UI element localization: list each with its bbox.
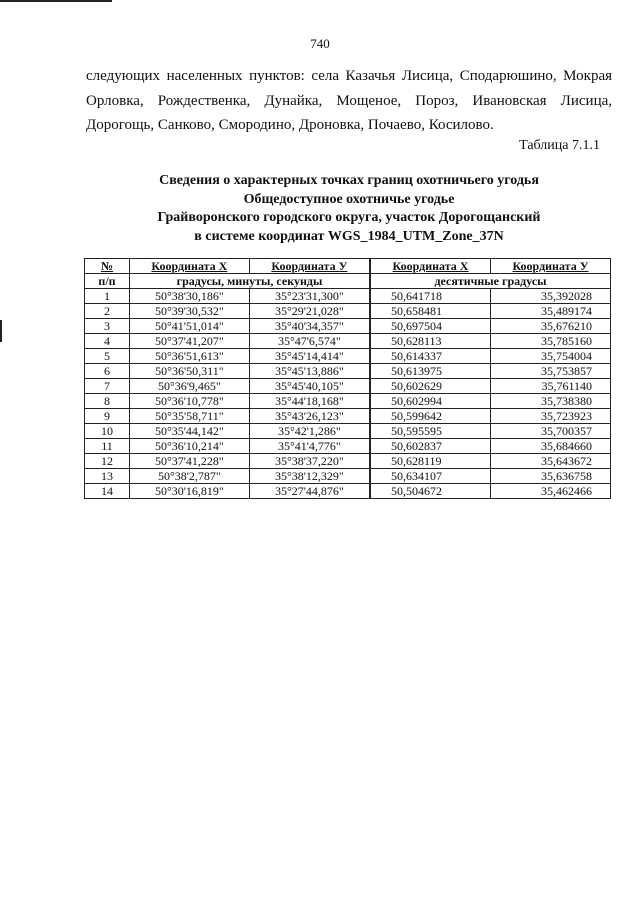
table-label: Таблица 7.1.1 xyxy=(519,138,600,153)
cell-number: 14 xyxy=(85,484,130,499)
cell-coord-y-dms: 35°38'37,220" xyxy=(249,454,370,469)
cell-coord-y-dms: 35°43'26,123" xyxy=(249,409,370,424)
cell-coord-x-dms: 50°36'51,613" xyxy=(130,349,250,364)
header-dms-units: градусы, минуты, секунды xyxy=(130,274,370,289)
caption-line-4: в системе координат WGS_1984_UTM_Zone_37N xyxy=(194,228,504,244)
cell-coord-x-dms: 50°36'10,778" xyxy=(130,394,250,409)
cell-coord-x-dms: 50°37'41,207" xyxy=(130,334,250,349)
table-row xyxy=(85,409,611,424)
cell-coord-y-dms: 35°29'21,028" xyxy=(249,304,370,319)
cell-coord-y-dms: 35°47'6,574" xyxy=(249,334,370,349)
cell-number: 12 xyxy=(85,454,130,469)
header-coord-y-dms: Координата У xyxy=(249,259,370,274)
cell-coord-y-dec: 35,489174 xyxy=(490,304,610,319)
cell-number: 10 xyxy=(85,424,130,439)
cell-number: 4 xyxy=(85,334,130,349)
table-row xyxy=(85,469,611,484)
cell-coord-y-dec: 35,761140 xyxy=(490,379,610,394)
cell-coord-y-dec: 35,392028 xyxy=(490,289,610,304)
cell-number: 11 xyxy=(85,439,130,454)
cell-coord-y-dec: 35,684660 xyxy=(490,439,610,454)
cell-number: 13 xyxy=(85,469,130,484)
cell-coord-x-dec: 50,641718 xyxy=(370,289,491,304)
cell-coord-y-dec: 35,462466 xyxy=(490,484,610,499)
cell-coord-y-dec: 35,676210 xyxy=(490,319,610,334)
cell-coord-x-dms: 50°38'2,787" xyxy=(130,469,250,484)
cell-coord-y-dms: 35°41'4,776" xyxy=(249,439,370,454)
cell-coord-y-dms: 35°45'14,414" xyxy=(249,349,370,364)
header-number: № xyxy=(85,259,130,274)
cell-coord-x-dec: 50,628113 xyxy=(370,334,491,349)
header-row-units xyxy=(85,274,611,289)
cell-coord-y-dec: 35,636758 xyxy=(490,469,610,484)
margin-mark xyxy=(0,320,2,342)
cell-number: 1 xyxy=(85,289,130,304)
cell-coord-x-dec: 50,595595 xyxy=(370,424,491,439)
table-row xyxy=(85,304,611,319)
cell-coord-x-dms: 50°39'30,532" xyxy=(130,304,250,319)
cell-coord-x-dms: 50°36'10,214" xyxy=(130,439,250,454)
header-coord-y-dec: Координата У xyxy=(490,259,610,274)
coordinates-table-body xyxy=(85,289,611,499)
table-row xyxy=(85,379,611,394)
cell-coord-y-dms: 35°45'13,886" xyxy=(249,364,370,379)
table-row xyxy=(85,349,611,364)
table-row xyxy=(85,424,611,439)
cell-coord-x-dms: 50°41'51,014" xyxy=(130,319,250,334)
cell-number: 7 xyxy=(85,379,130,394)
cell-coord-x-dms: 50°30'16,819" xyxy=(130,484,250,499)
caption-line-1: Сведения о характерных точках границ охотничьего угодья xyxy=(159,173,539,188)
table-row xyxy=(85,319,611,334)
table-row xyxy=(85,439,611,454)
intro-paragraph: следующих населенных пунктов: села Казачья Лисица, Сподарюшино, Мокрая Орловка, Рождественка, Дунайка, Мощеное, Пороз, Ивановская Лисица, Дорогощь, Санково, Смородино, Дроновка, Почаево, Косилово. xyxy=(86,68,612,133)
page-number: 740 xyxy=(310,36,330,51)
cell-number: 8 xyxy=(85,394,130,409)
header-row-titles xyxy=(85,259,611,274)
cell-number: 6 xyxy=(85,364,130,379)
cell-coord-y-dec: 35,723923 xyxy=(490,409,610,424)
table-row xyxy=(85,394,611,409)
cell-coord-y-dec: 35,700357 xyxy=(490,424,610,439)
cell-number: 5 xyxy=(85,349,130,364)
cell-coord-x-dec: 50,613975 xyxy=(370,364,491,379)
cell-coord-x-dec: 50,602629 xyxy=(370,379,491,394)
cell-coord-y-dms: 35°42'1,286" xyxy=(249,424,370,439)
table-row xyxy=(85,289,611,304)
cell-coord-y-dec: 35,738380 xyxy=(490,394,610,409)
cell-coord-y-dec: 35,643672 xyxy=(490,454,610,469)
table-row xyxy=(85,484,611,499)
top-rule xyxy=(0,0,112,2)
cell-coord-y-dms: 35°44'18,168" xyxy=(249,394,370,409)
cell-coord-y-dms: 35°27'44,876" xyxy=(249,484,370,499)
cell-number: 2 xyxy=(85,304,130,319)
caption-line-2: Общедоступное охотничье угодье xyxy=(243,191,455,207)
cell-coord-y-dms: 35°23'31,300" xyxy=(249,289,370,304)
header-coord-x-dec: Координата X xyxy=(370,259,491,274)
caption-line-3: Грайворонского городского округа, участок Дорогощанский xyxy=(157,210,541,226)
cell-coord-y-dms: 35°40'34,357" xyxy=(249,319,370,334)
cell-coord-x-dms: 50°38'30,186" xyxy=(130,289,250,304)
cell-coord-x-dms: 50°37'41,228" xyxy=(130,454,250,469)
cell-coord-x-dec: 50,504672 xyxy=(370,484,491,499)
cell-coord-x-dec: 50,602994 xyxy=(370,394,491,409)
cell-coord-x-dec: 50,602837 xyxy=(370,439,491,454)
cell-coord-y-dms: 35°38'12,329" xyxy=(249,469,370,484)
cell-coord-y-dec: 35,754004 xyxy=(490,349,610,364)
cell-number: 9 xyxy=(85,409,130,424)
cell-coord-x-dec: 50,697504 xyxy=(370,319,491,334)
cell-coord-x-dms: 50°36'50,311" xyxy=(130,364,250,379)
coordinates-table xyxy=(84,258,611,499)
header-coord-x-dms: Координата X xyxy=(130,259,250,274)
cell-coord-x-dms: 50°35'44,142" xyxy=(130,424,250,439)
table-caption xyxy=(86,172,612,246)
cell-coord-y-dec: 35,785160 xyxy=(490,334,610,349)
cell-coord-x-dec: 50,614337 xyxy=(370,349,491,364)
cell-coord-x-dms: 50°36'9,465" xyxy=(130,379,250,394)
table-row xyxy=(85,364,611,379)
table-row xyxy=(85,454,611,469)
cell-coord-y-dms: 35°45'40,105" xyxy=(249,379,370,394)
cell-number: 3 xyxy=(85,319,130,334)
cell-coord-y-dec: 35,753857 xyxy=(490,364,610,379)
cell-coord-x-dms: 50°35'58,711" xyxy=(130,409,250,424)
table-row xyxy=(85,334,611,349)
cell-coord-x-dec: 50,599642 xyxy=(370,409,491,424)
header-dec-units: десятичные градусы xyxy=(370,274,611,289)
cell-coord-x-dec: 50,634107 xyxy=(370,469,491,484)
header-number-bottom: п/п xyxy=(85,274,130,289)
cell-coord-x-dec: 50,658481 xyxy=(370,304,491,319)
cell-coord-x-dec: 50,628119 xyxy=(370,454,491,469)
